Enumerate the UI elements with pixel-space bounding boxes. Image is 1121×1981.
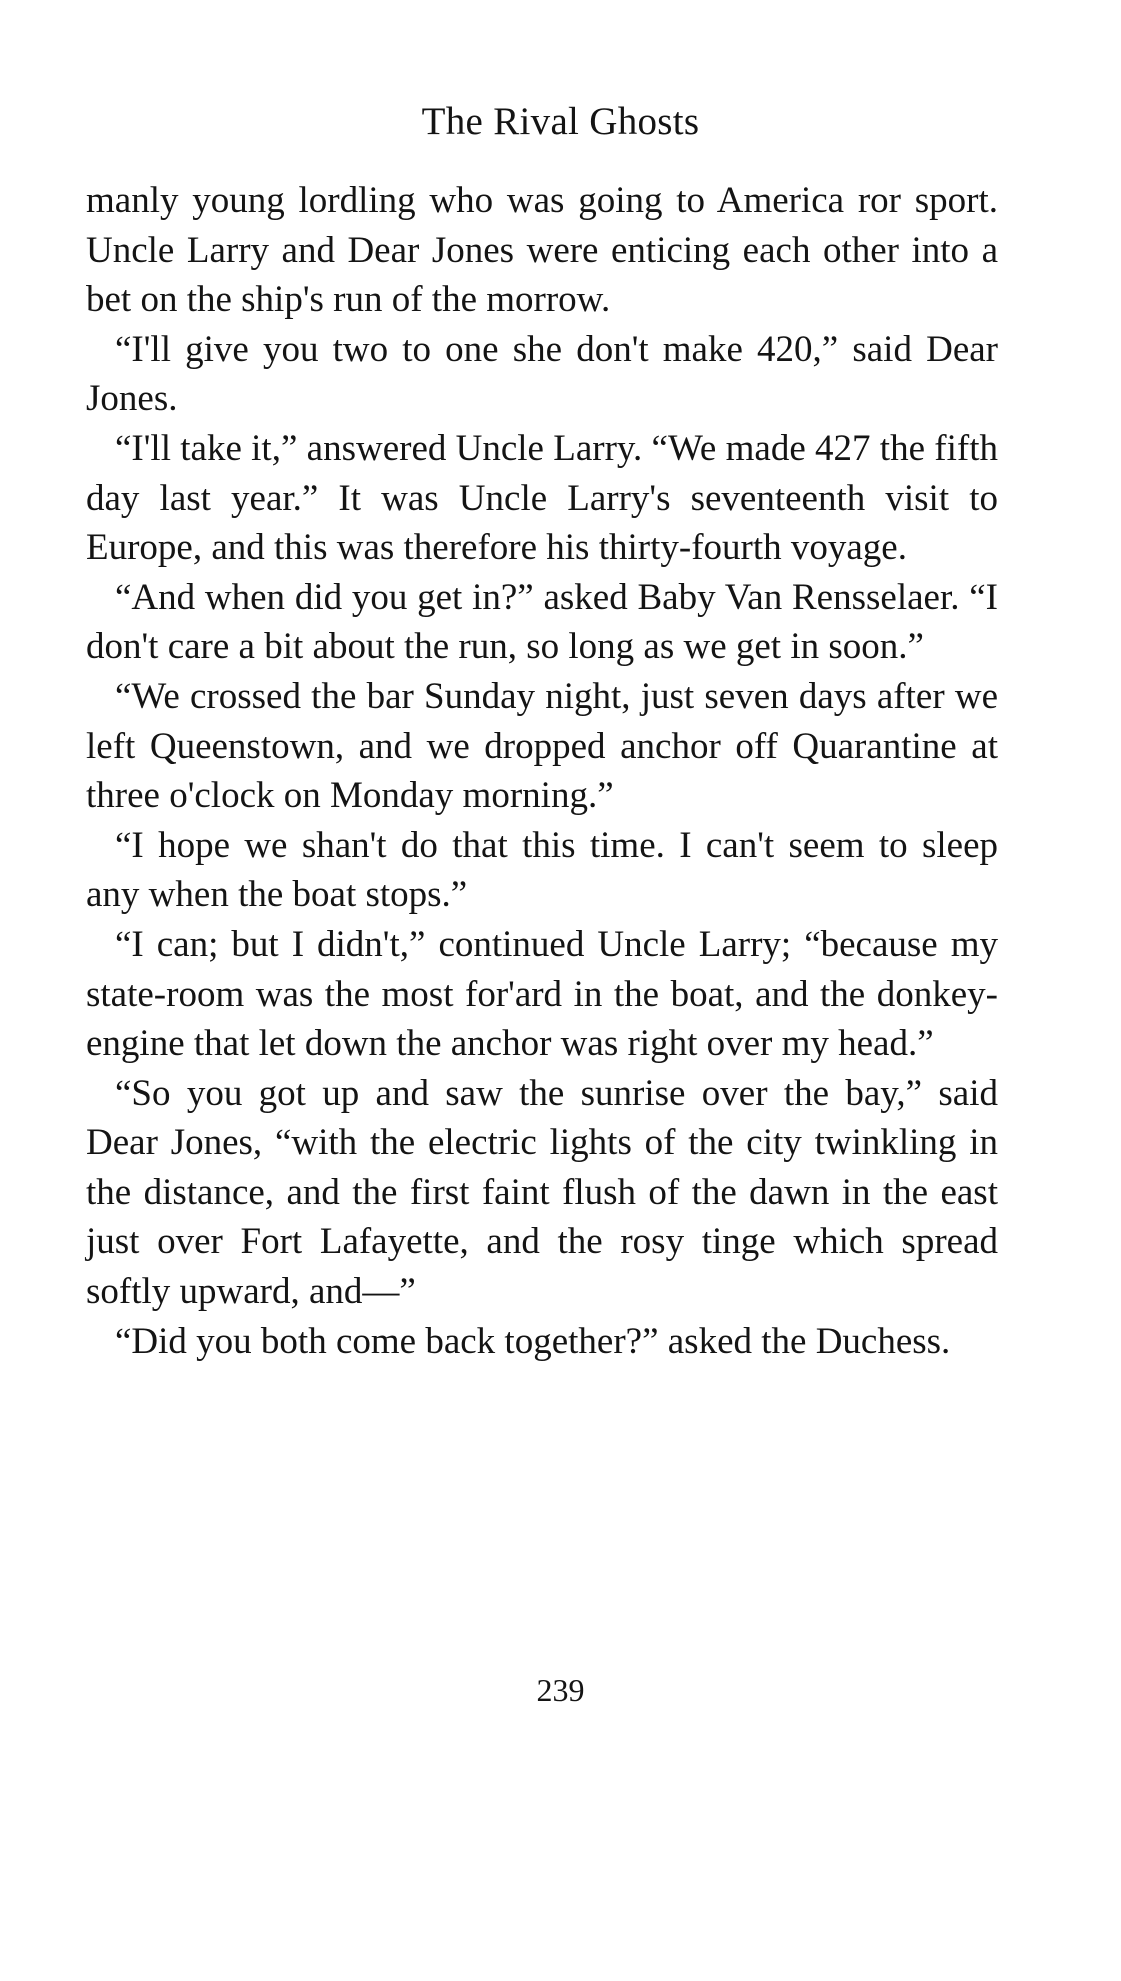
paragraph: “I'll give you two to one she don't make 420,” said Dear Jones. <box>86 328 998 420</box>
paragraph: “I hope we shan't do that this time. I can't seem to sleep any when the boat stops.” <box>86 824 998 916</box>
paragraph: “Did you both come back together?” asked the Duchess. <box>115 1320 951 1362</box>
paragraph-continued: manly young lordling who was going to America ror sport. Uncle Larry and Dear Jones were enticing each other into a bet on the ship's run of the morrow. <box>86 180 998 321</box>
paragraph: “I can; but I didn't,” continued Uncle Larry; “because my state-room was the most for'ard in the boat, and the donkey-engine that let down the anchor was right over my head.” <box>86 923 998 1065</box>
paragraph: “I'll take it,” answered Uncle Larry. “We made 427 the fifth day last year.” It was Uncle Larry's seventeenth visit to Europe, and this was therefore his thirty-fourth voyage. <box>86 427 998 569</box>
paragraph: “And when did you get in?” asked Baby Van Rensselaer. “I don't care a bit about the run, so long as we get in soon.” <box>86 576 998 668</box>
paragraph: “So you got up and saw the sunrise over the bay,” said Dear Jones, “with the electric lights of the city twinkling in the distance, and the first faint flush of the dawn in the east just over Fort Lafayette, and the rosy tinge which spread softly upward, and—” <box>86 1072 998 1313</box>
paragraph: “We crossed the bar Sunday night, just seven days after we left Queenstown, and we dropped anchor off Quarantine at three o'clock on Monday morning.” <box>86 675 998 817</box>
running-head: The Rival Ghosts <box>421 100 700 143</box>
body-text <box>86 176 998 1366</box>
page-number: 239 <box>536 1672 585 1708</box>
